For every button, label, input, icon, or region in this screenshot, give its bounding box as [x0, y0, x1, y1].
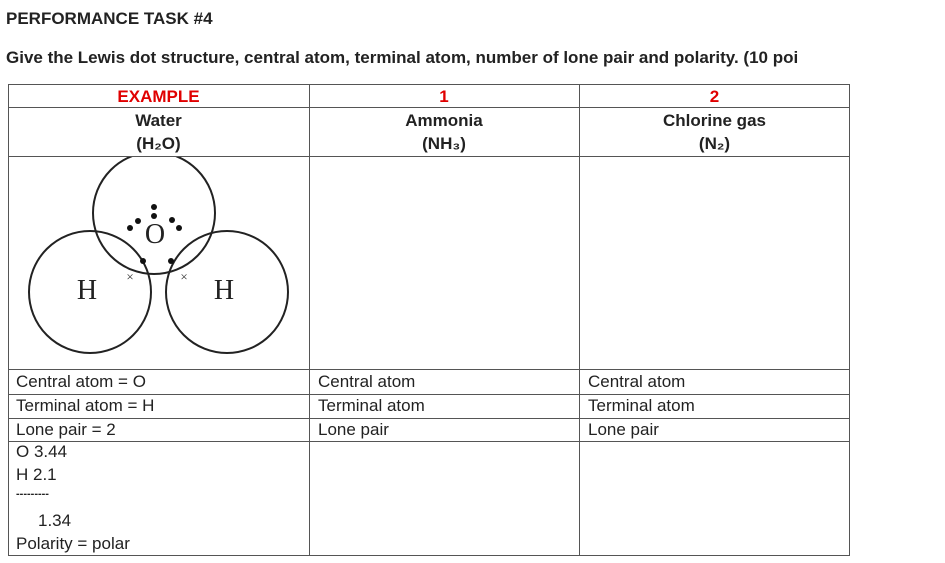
example-formula: (H₂O): [136, 134, 181, 153]
table-border-top: [8, 84, 850, 85]
example-lone-pair: Lone pair = 2: [16, 420, 116, 439]
column-1-terminal-atom-label: Terminal atom: [318, 396, 425, 415]
instructions-text: Give the Lewis dot structure, central atom, terminal atom, number of lone pair and polarity. (10 poi: [6, 48, 799, 67]
electron-dot: [176, 225, 182, 231]
column-2-terminal-atom-label: Terminal atom: [588, 396, 695, 415]
column-1-central-atom-label: Central atom: [318, 372, 416, 391]
column-2-formula: (N₂): [698, 134, 731, 153]
row-divider: [8, 441, 850, 442]
column-2-central-atom-label: Central atom: [588, 372, 686, 391]
table-border-right: [849, 84, 850, 556]
electron-dot: [151, 213, 157, 219]
column-1-compound-name: Ammonia: [405, 111, 483, 130]
example-compound-name: Water: [135, 111, 182, 130]
electronegativity-difference: 1.34: [38, 511, 72, 530]
example-polarity: Polarity = polar: [16, 534, 130, 553]
electron-dot: [135, 218, 141, 224]
center-atom-symbol: O: [144, 219, 166, 250]
oxygen-electronegativity: O 3.44: [16, 442, 68, 461]
row-divider: [8, 394, 850, 395]
hydrogen-electronegativity: H 2.1: [16, 465, 57, 484]
column-2-lone-pair-label: Lone pair: [588, 420, 659, 439]
example-central-atom: Central atom = O: [16, 372, 146, 391]
electron-dot: [140, 258, 146, 264]
column-1-formula: (NH₃): [422, 134, 466, 153]
example-terminal-atom: Terminal atom = H: [16, 396, 155, 415]
water-lewis-diagram: [8, 157, 309, 369]
lewis-table: [8, 84, 850, 556]
electron-cross: ×: [126, 269, 134, 284]
subtraction-line: ---------: [16, 488, 49, 500]
row-divider: [8, 369, 850, 370]
row-divider: [8, 107, 850, 108]
column-2-compound-name: Chlorine gas: [663, 111, 766, 130]
column-divider: [309, 84, 310, 556]
right-atom-symbol: H: [213, 275, 235, 306]
left-atom-symbol: H: [76, 275, 98, 306]
table-border-bottom: [8, 555, 850, 556]
page-heading: PERFORMANCE TASK #4: [6, 9, 213, 28]
electron-cross: ×: [180, 269, 188, 284]
column-2-tag: 2: [709, 87, 720, 106]
electron-dot: [168, 258, 174, 264]
example-tag: EXAMPLE: [117, 87, 200, 106]
column-divider: [579, 84, 580, 556]
electron-dot: [127, 225, 133, 231]
electron-dot: [169, 217, 175, 223]
row-divider: [8, 418, 850, 419]
column-1-lone-pair-label: Lone pair: [318, 420, 389, 439]
column-1-tag: 1: [439, 87, 449, 106]
electron-dot: [151, 204, 157, 210]
